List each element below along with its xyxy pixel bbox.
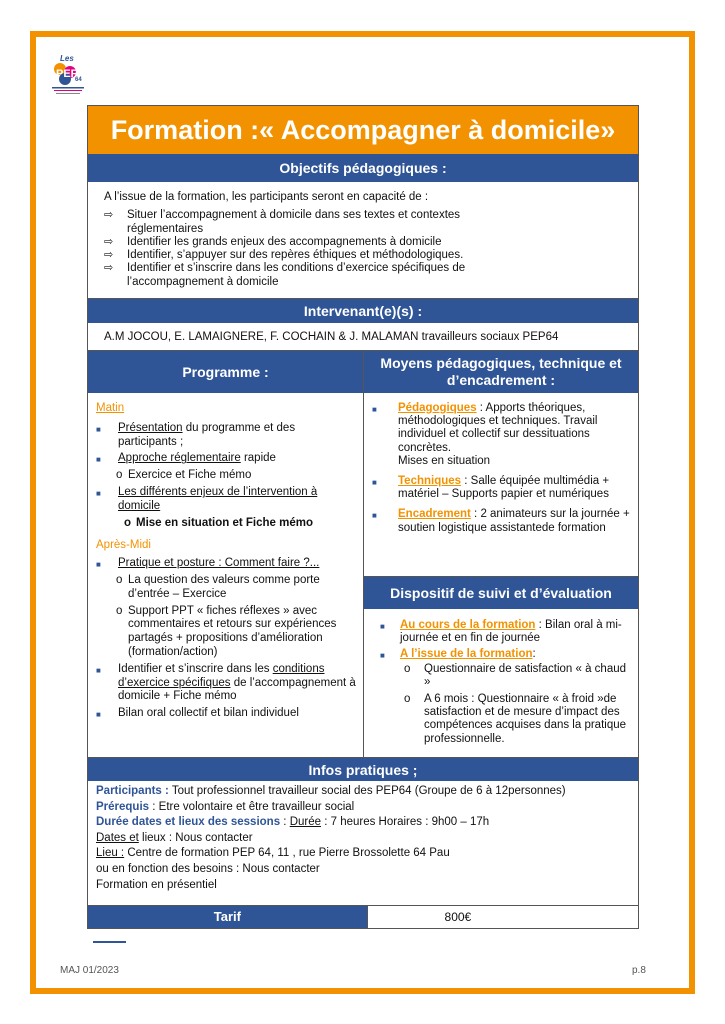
tarif-value: 800€ [367,906,638,928]
infos-body [88,781,638,906]
moyens-item: ■ Techniques : Salle équipée multimédia + matériel – Supports papier et numériques [372,475,610,501]
circle-bullet-icon: o [124,516,132,529]
besoins-line: ou en fonction des besoins : Nous contacter [96,862,320,875]
programme-subitem: o Mise en situation et Fiche mémo [124,516,314,529]
participants-line: Participants : Tout professionnel travailleur social des PEP64 (Groupe de 6 à 12personnes) [96,785,566,797]
circle-bullet-icon: o [116,573,123,586]
circle-bullet-icon: o [116,469,123,482]
apres-midi-label: Après-Midi [96,539,151,552]
objectif-item: ⇨ Identifier, s’appuyer sur des repères éthiques et méthodologiques. [104,249,464,262]
moyens-body [364,393,638,577]
objectifs-heading: Objectifs pédagogiques : [88,154,638,182]
bullet-icon: ■ [372,405,377,414]
dispositif-subitem: o A 6 mois : Questionnaire « à froid »de satisfaction et de mesure d’impact des compétences acquises dans la pratique professionnelle. [404,693,627,745]
page-number: p.8 [632,965,646,976]
circle-bullet-icon: o [116,604,123,617]
bullet-icon: ■ [96,710,101,720]
page-title: Formation :« Accompagner à domicile» [88,106,638,154]
programme-item: ■ Bilan oral collectif et bilan individuel [96,707,357,721]
programme-subitem: o Support PPT « fiches réflexes » avec commentaires et retours sur expériences partagés + propositions d’amélioration (formation/action) [116,604,337,658]
matin-label: Matin [96,402,125,414]
infos-heading: Infos pratiques ; [88,757,638,781]
intervenants-text: A.M JOCOU, E. LAMAIGNERE, F. COCHAIN & J. MALAMAN travailleurs sociaux PEP64 [88,323,638,351]
prerequis-line: Prérequis : Etre volontaire et être travailleur social [96,800,355,813]
objectif-item: ⇨ Situer l’accompagnement à domicile dans ses textes et contextes réglementaires [104,209,461,235]
circle-bullet-icon: o [404,693,411,706]
programme-column [88,351,364,757]
arrow-icon: ⇨ [104,249,114,262]
bullet-icon: ■ [96,488,101,498]
arrow-icon: ⇨ [104,262,114,275]
formation-sheet [87,105,639,929]
bullet-icon: ■ [372,478,377,488]
svg-text:64: 64 [75,77,82,83]
dispositif-subitem: o Questionnaire de satisfaction « à chaud » [404,662,627,688]
tarif-row [88,906,638,928]
pep64-logo [48,52,88,98]
bullet-icon: ■ [96,560,101,570]
programme-item: ■ Présentation du programme et des participants ; [96,421,296,448]
objectifs-list [104,209,630,289]
duree-line: Durée dates et lieux des sessions : Durée : 7 heures Horaires : 9h00 – 17h [96,816,490,829]
arrow-icon: ⇨ [104,209,114,222]
circle-bullet-icon: o [404,662,411,675]
programme-item: ■ Identifier et s’inscrire dans les conditions d’exercice spécifiques de l’accompagnement à domicile + Fiche mémo [96,662,356,703]
dates-line: Dates et lieux : Nous contacter [96,831,253,844]
moyens-heading: Moyens pédagogiques, technique et d’encadrement : [364,351,638,393]
programme-moyens-row [88,351,638,757]
bullet-icon: ■ [380,622,385,631]
programme-body [88,393,363,721]
programme-heading: Programme : [88,351,363,393]
bullet-icon: ■ [96,455,101,465]
bullet-icon: ■ [96,665,101,675]
objectif-item: ⇨ Identifier et s’inscrire dans les conditions d’exercice spécifiques de l’accompagnement à domicile [104,262,466,288]
bullet-icon: ■ [372,511,377,521]
objectifs-section [88,182,638,299]
tarif-label: Tarif [88,906,367,928]
programme-subitem: o Exercice et Fiche mémo [116,469,252,482]
lieu-line: Lieu : Centre de formation PEP 64, 11 , rue Pierre Brossolette 64 Pau [96,847,450,860]
dispositif-heading: Dispositif de suivi et d’évaluation [364,577,638,609]
dispositif-item: ■ A l’issue de la formation: [380,648,630,661]
bullet-icon: ■ [96,424,101,434]
programme-item: ■ Pratique et posture : Comment faire ?... [96,557,357,571]
svg-text:PEP: PEP [56,68,79,80]
objectifs-intro: A l’issue de la formation, les participants seront en capacité de : [104,191,429,203]
divider [93,941,126,943]
moyens-item: ■ Encadrement : 2 animateurs sur la journée + soutien logistique assistantede formation [372,508,630,534]
moyens-item: ■ Pédagogiques : Apports théoriques, méthodologiques et techniques. Travail individuel et collectif sur dessituations concrètes. Mises en situation [372,402,598,467]
programme-item: ■ Approche réglementaire rapide [96,452,357,466]
objectif-item: ⇨ Identifier les grands enjeux des accompagnements à domicile [104,235,442,248]
svg-text:Les: Les [60,54,74,63]
intervenants-heading: Intervenant(e)(s) : [88,299,638,323]
presentiel-line: Formation en présentiel [96,878,217,891]
programme-subitem: o La question des valeurs comme porte d’entrée – Exercice [116,573,320,600]
programme-item: ■ Les différents enjeux de l’intervention à domicile [96,485,318,512]
bullet-icon: ■ [380,651,385,661]
arrow-icon: ⇨ [104,235,114,248]
footer-date: MAJ 01/2023 [60,965,119,976]
dispositif-item: ■ Au cours de la formation : Bilan oral à mi-journée et en fin de journée [380,619,622,645]
moyens-column [364,351,638,757]
dispositif-body [364,609,638,746]
